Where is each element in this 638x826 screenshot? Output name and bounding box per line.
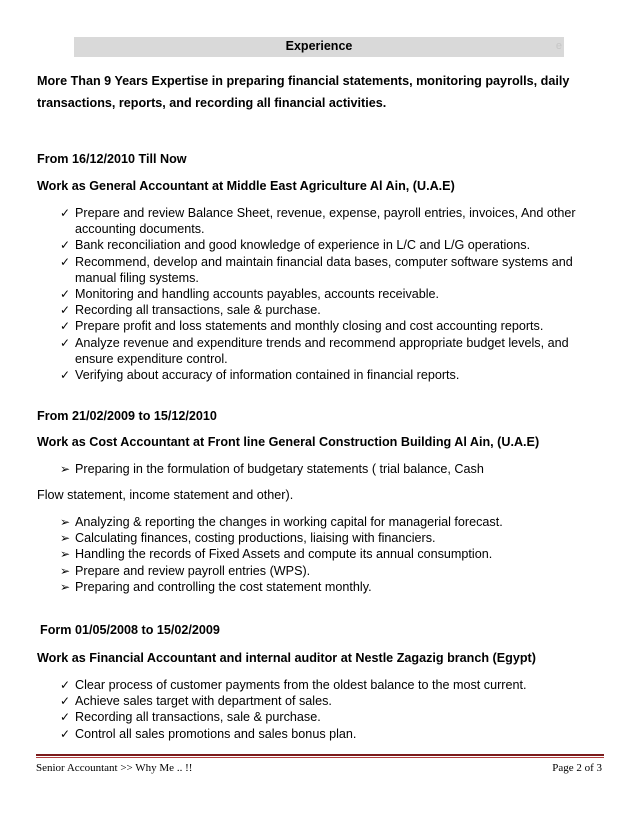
arrow-bullet-icon: ➢	[60, 531, 71, 546]
list-item: ✓ Recording all transactions, sale & purchase.	[60, 303, 321, 318]
footer-left-text: Senior Accountant >> Why Me .. !!	[36, 762, 193, 774]
check-icon: ✓	[60, 254, 71, 269]
job-2-period: From 21/02/2009 to 15/12/2010	[37, 409, 217, 423]
check-icon: ✓	[60, 319, 71, 334]
list-item: ✓ Analyze revenue and expenditure trends and recommend appropriate budget levels, and ensure expenditure control.	[60, 335, 569, 366]
list-item: ➢ Calculating finances, costing productions, liaising with financiers.	[60, 531, 436, 546]
job-1-duties	[60, 205, 590, 383]
check-icon: ✓	[60, 368, 71, 383]
list-item: ➢ Handling the records of Fixed Assets and compute its annual consumption.	[60, 547, 493, 562]
check-icon: ✓	[60, 678, 71, 692]
list-item: ✓ Verifying about accuracy of information contained in financial reports.	[60, 368, 460, 383]
summary-text: More Than 9 Years Expertise in preparing financial statements, monitoring payrolls, daily transactions, reports, and recording all financial activities.	[37, 74, 570, 110]
arrow-bullet-icon: ➢	[60, 563, 71, 578]
job-2-first-duty-continued: Flow statement, income statement and other).	[37, 488, 294, 502]
list-item: ✓ Prepare profit and loss statements and monthly closing and cost accounting reports.	[60, 319, 544, 334]
job-3-title: Work as Financial Accountant and internal auditor at Nestle Zagazig branch (Egypt)	[37, 651, 536, 665]
list-item: ✓ Control all sales promotions and sales bonus plan.	[60, 726, 357, 741]
footer-page-number: Page 2 of 3	[552, 762, 602, 774]
check-icon: ✓	[60, 303, 71, 318]
list-item: ➢ Prepare and review payroll entries (WPS).	[60, 563, 311, 578]
arrow-bullet-icon: ➢	[60, 547, 71, 562]
list-item: ✓ Recommend, develop and maintain financial data bases, computer software systems and manual filing systems.	[60, 254, 573, 285]
list-item: ✓ Bank reconciliation and good knowledge of experience in L/C and L/G operations.	[60, 238, 531, 253]
job-2-title: Work as Cost Accountant at Front line General Construction Building Al Ain, (U.A.E)	[37, 435, 540, 449]
section-title: Experience	[285, 39, 353, 53]
list-item: ➢ Preparing and controlling the cost statement monthly.	[60, 579, 372, 594]
arrow-bullet-icon: ➢	[60, 579, 71, 594]
check-icon: ✓	[60, 710, 71, 725]
list-item: ➢ Analyzing & reporting the changes in working capital for managerial forecast.	[60, 515, 503, 529]
check-icon: ✓	[60, 726, 71, 741]
job-3-period: Form 01/05/2008 to 15/02/2009	[40, 623, 220, 637]
job-3-duties	[60, 677, 590, 742]
list-item: ✓ Recording all transactions, sale & purchase.	[60, 710, 321, 725]
arrow-bullet-icon: ➢	[60, 462, 71, 476]
check-icon: ✓	[60, 238, 71, 253]
list-item: ✓ Clear process of customer payments from the oldest balance to the most current.	[60, 678, 527, 692]
check-icon: ✓	[60, 335, 71, 350]
job-1-title: Work as General Accountant at Middle East Agriculture Al Ain, (U.A.E)	[37, 179, 455, 193]
job-2-first-duty	[60, 461, 590, 477]
section-heading-bar	[74, 37, 564, 57]
list-item: ✓ Achieve sales target with department of sales.	[60, 694, 332, 709]
footer-divider	[36, 754, 604, 756]
list-item: ✓ Monitoring and handling accounts payables, accounts receivable.	[60, 287, 440, 302]
footer-divider-thin	[36, 757, 604, 758]
job-2-duties	[60, 514, 590, 595]
list-item: ✓ Prepare and review Balance Sheet, revenue, expense, payroll entries, invoices, And other accounting documents.	[60, 206, 576, 237]
check-icon: ✓	[60, 206, 71, 220]
section-title-ghost: e	[555, 40, 562, 52]
arrow-bullet-icon: ➢	[60, 515, 71, 529]
list-item: ➢ Preparing in the formulation of budgetary statements ( trial balance, Cash	[60, 462, 484, 476]
job-1-period: From 16/12/2010 Till Now	[37, 152, 187, 166]
check-icon: ✓	[60, 694, 71, 709]
check-icon: ✓	[60, 287, 71, 302]
